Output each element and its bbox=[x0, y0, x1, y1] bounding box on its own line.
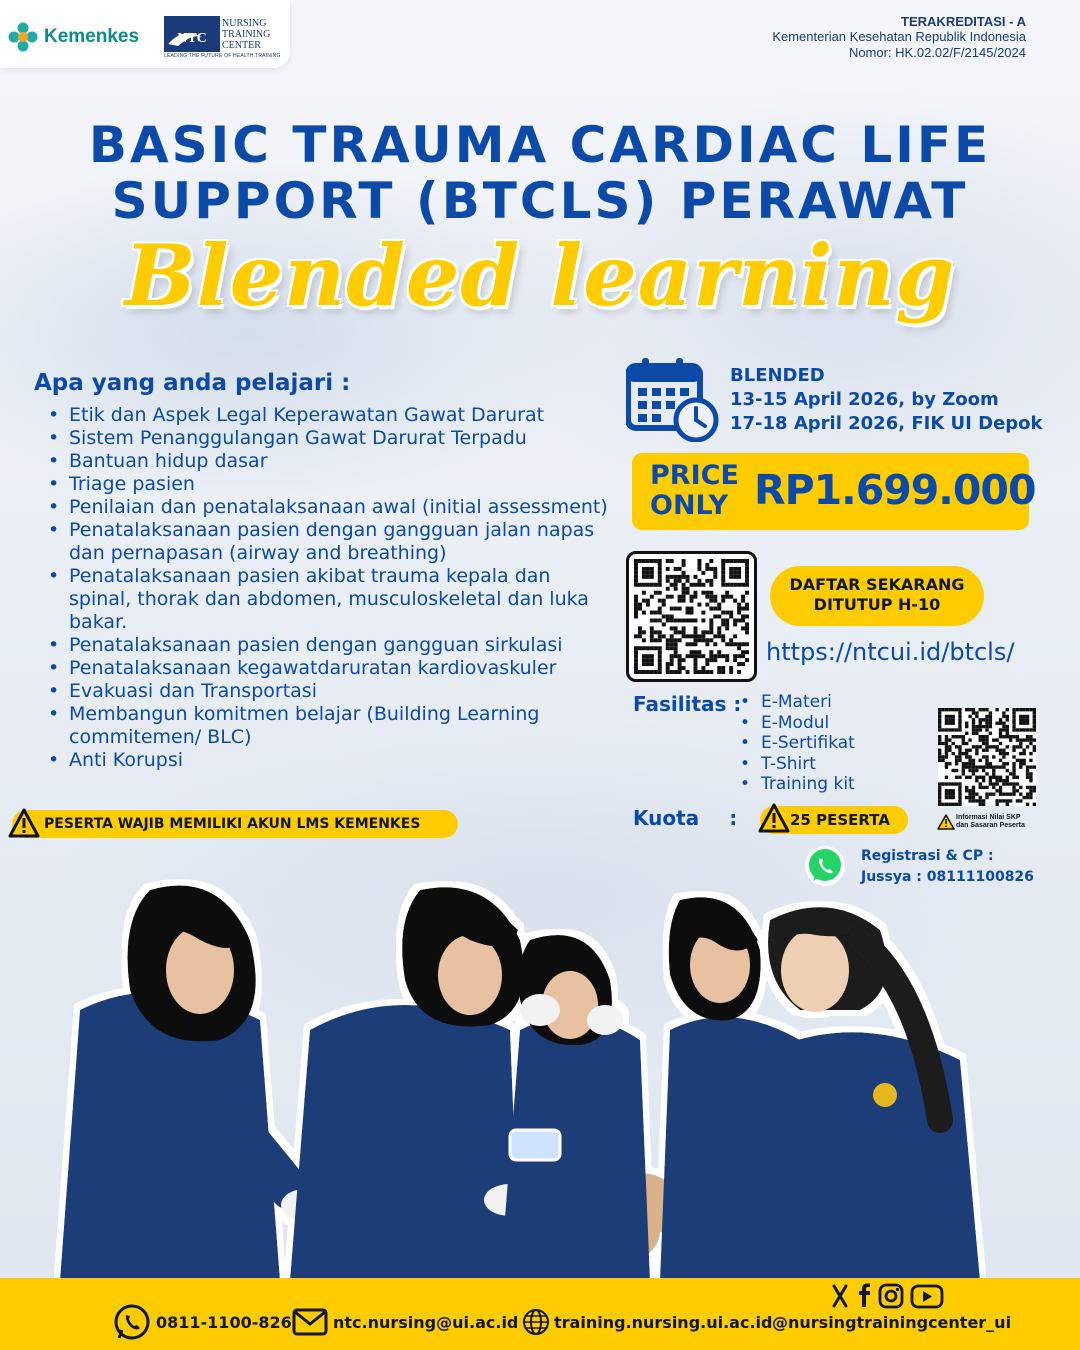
schedule-mode: BLENDED bbox=[730, 365, 825, 386]
warning-icon bbox=[937, 814, 955, 830]
instagram-icon bbox=[880, 1285, 902, 1307]
learn-item: • Evakuasi dan Transportasi bbox=[48, 680, 618, 703]
learn-item: • Penilaian dan penatalaksanaan awal (initial assessment) bbox=[48, 496, 618, 519]
learn-item: • Penatalaksanaan pasien dengan gangguan jalan napas dan pernapasan (airway and breathing) bbox=[48, 519, 618, 565]
schedule-offline: 17-18 April 2026, FIK UI Depok bbox=[730, 413, 1043, 434]
price-label bbox=[650, 461, 739, 521]
quota-label-text: Kuota bbox=[633, 806, 700, 830]
ntc-line: NURSING bbox=[222, 18, 267, 29]
registration-person: Jussya : 08111100826 bbox=[861, 869, 1034, 885]
register-line-1: DAFTAR SEKARANG bbox=[789, 575, 965, 594]
title-line-1: BASIC TRAUMA CARDIAC LIFE bbox=[88, 116, 992, 174]
accreditation bbox=[772, 14, 1026, 61]
learn-item: • Anti Korupsi bbox=[48, 749, 618, 772]
facility-item: • E-Modul bbox=[740, 713, 855, 734]
footer-phone[interactable]: 0811-1100-826 bbox=[156, 1313, 292, 1332]
kemenkes-logo-icon bbox=[8, 22, 38, 52]
ntc-tagline: LEADING THE FUTURE OF HEALTH TRAINING bbox=[164, 53, 281, 59]
footer-email[interactable]: ntc.nursing@ui.ac.id bbox=[333, 1313, 519, 1332]
title-line-2: SUPPORT (BTCLS) PERAWAT bbox=[111, 172, 969, 230]
price-label-2: ONLY bbox=[650, 490, 729, 521]
ntc-line: TRAINING bbox=[222, 29, 271, 40]
register-button[interactable] bbox=[770, 566, 984, 626]
footer-handle[interactable]: @nursingtrainingcenter_ui bbox=[772, 1313, 1012, 1332]
price-label-1: PRICE bbox=[650, 460, 739, 491]
learn-heading: Apa yang anda pelajari : bbox=[34, 370, 351, 396]
calendar-clock-icon bbox=[626, 356, 720, 442]
kemenkes-label: Kemenkes bbox=[44, 26, 140, 47]
warning-icon bbox=[758, 803, 790, 833]
skp-note-line: Informasi Nilai SKP bbox=[956, 814, 1021, 821]
globe-icon bbox=[522, 1308, 550, 1336]
youtube-icon bbox=[912, 1286, 942, 1307]
mail-icon bbox=[292, 1308, 328, 1336]
quota-value: 25 PESERTA bbox=[760, 806, 908, 834]
price-value: RP1.699.000 bbox=[754, 466, 1036, 514]
register-line-2: DITUTUP H-10 bbox=[813, 595, 941, 614]
accreditation-status: TERAKREDITASI - A bbox=[901, 14, 1026, 29]
warning-icon bbox=[8, 808, 40, 838]
learn-item: • Penatalaksanaan kegawatdaruratan kardiovaskuler bbox=[48, 657, 618, 680]
quota-label bbox=[633, 806, 737, 830]
svg-text:NTC: NTC bbox=[177, 31, 207, 46]
accreditation-issuer: Kementerian Kesehatan Republik Indonesia bbox=[772, 29, 1026, 44]
learn-item: • Triage pasien bbox=[48, 473, 618, 496]
register-link[interactable]: https://ntcui.id/btcls/ bbox=[766, 638, 1015, 666]
ntc-wordmark bbox=[222, 18, 270, 51]
facility-item: • E-Materi bbox=[740, 692, 855, 713]
learn-list bbox=[48, 404, 618, 772]
skp-note bbox=[956, 814, 1025, 830]
learn-item: • Penatalaksanaan pasien dengan gangguan sirkulasi bbox=[48, 634, 618, 657]
skp-qr-code[interactable] bbox=[938, 708, 1036, 806]
schedule bbox=[730, 364, 1043, 436]
learn-item: • Etik dan Aspek Legal Keperawatan Gawat Darurat bbox=[48, 404, 618, 427]
ntc-line: CENTER bbox=[222, 40, 261, 51]
lms-warning: PESERTA WAJIB MEMILIKI AKUN LMS KEMENKES bbox=[12, 810, 458, 838]
facilities-list bbox=[740, 692, 855, 795]
facebook-icon bbox=[859, 1284, 870, 1308]
register-qr-code[interactable] bbox=[634, 559, 749, 674]
facility-item: • T-Shirt bbox=[740, 754, 855, 775]
facility-item: • E-Sertifikat bbox=[740, 733, 855, 754]
title-script: Blended learning bbox=[124, 226, 956, 325]
facility-item: • Training kit bbox=[740, 774, 855, 795]
x-icon bbox=[834, 1286, 846, 1306]
facilities-label: Fasilitas : bbox=[633, 692, 742, 716]
footer-website[interactable]: training.nursing.ui.ac.id bbox=[554, 1313, 773, 1332]
accreditation-number: Nomor: HK.02.02/F/2145/2024 bbox=[848, 45, 1026, 60]
learn-item: • Penatalaksanaan pasien akibat trauma kepala dan spinal, thorak dan abdomen, musculoskeletal dan luka bakar. bbox=[48, 565, 618, 634]
schedule-online: 13-15 April 2026, by Zoom bbox=[730, 389, 999, 410]
skp-note-line: dan Sasaran Peserta bbox=[956, 822, 1025, 829]
phone-icon bbox=[114, 1304, 150, 1340]
registration-label: Registrasi & CP : bbox=[861, 848, 994, 864]
social-icons bbox=[832, 1283, 944, 1309]
quota-colon: : bbox=[729, 806, 738, 830]
learn-item: • Membangun komitmen belajar (Building Learning commitemen/ BLC) bbox=[48, 703, 618, 749]
learn-item: • Bantuan hidup dasar bbox=[48, 450, 618, 473]
learn-item: • Sistem Penanggulangan Gawat Darurat Terpadu bbox=[48, 427, 618, 450]
training-photo bbox=[40, 860, 1040, 1290]
